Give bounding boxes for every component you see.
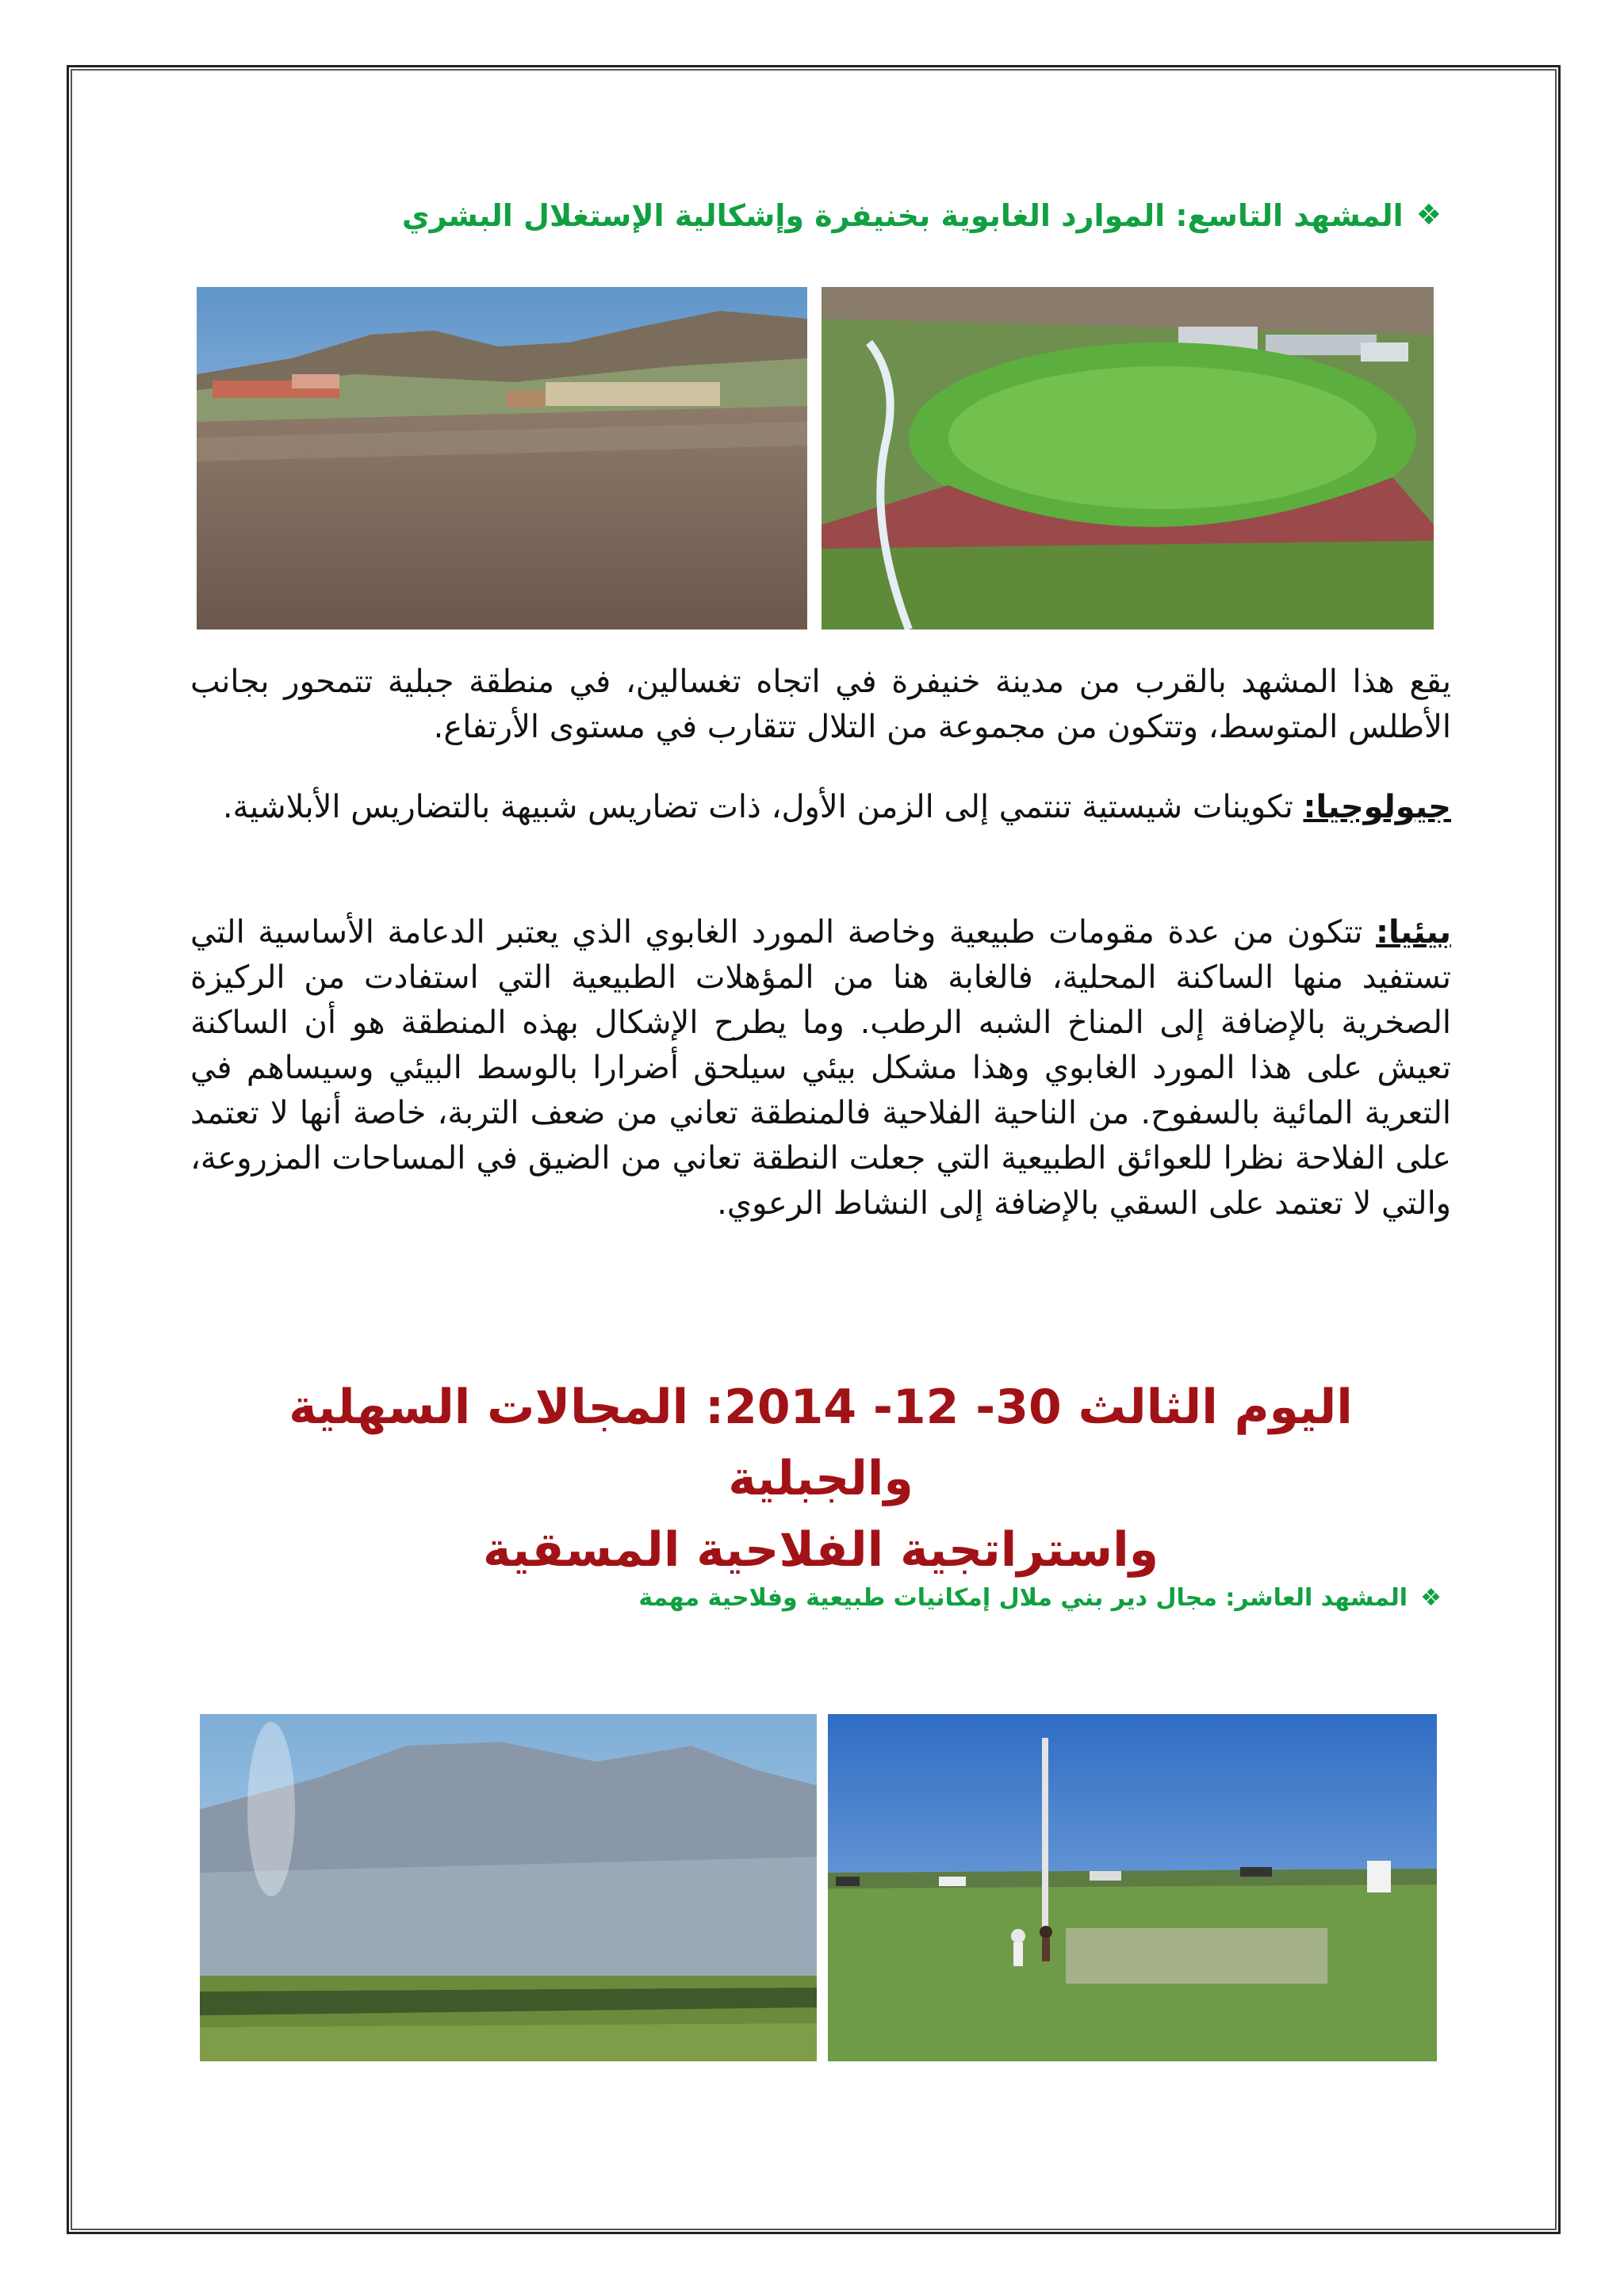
photo-green-valley-graphic	[822, 287, 1434, 629]
day3-title-line1: اليوم الثالث 30- 12- 2014: المجالات السهلية والجبلية	[289, 1380, 1353, 1506]
geology-label: جيولوجيا:	[1303, 789, 1451, 825]
photo-town-hills	[197, 287, 807, 629]
scene9-heading-text: المشهد التاسع: الموارد الغابوية بخنيفرة وإشكالية الإستغلال البشري	[401, 198, 1404, 233]
geology-text: تكوينات شيستية تنتمي إلى الزمن الأول، ذات تضاريس شبيهة بالتضاريس الأبلاشية.	[222, 789, 1304, 825]
photo-mountain-field	[200, 1714, 817, 2061]
photo-town-hills-graphic	[197, 287, 807, 629]
photo-green-valley	[822, 287, 1434, 629]
scene9-paragraph-ecology	[190, 910, 1451, 1226]
day3-title-line2: واستراتجية الفلاحية المسقية	[482, 1522, 1159, 1578]
scene9-paragraph-geology	[190, 785, 1451, 830]
ecology-label: بيئيا:	[1375, 914, 1451, 951]
scene9-heading	[402, 198, 1442, 233]
scene10-heading-text: المشهد العاشر: مجال دير بني ملال إمكانيات طبيعية وفلاحية مهمة	[638, 1584, 1408, 1612]
photo-plain-group-graphic	[828, 1714, 1437, 2061]
scene9-paragraph1-text: يقع هذا المشهد بالقرب من مدينة خنيفرة في اتجاه تغسالين، في منطقة جبلية تتمحور بجانب الأطلس المتوسط، وتتكون من مجموعة من التلال تتقارب في مستوى الأرتفاع.	[190, 664, 1451, 745]
ecology-text: تتكون من عدة مقومات طبيعية وخاصة المورد الغابوي الذي يعتبر الدعامة الأساسية التي تستفيد منها الساكنة المحلية، فالغابة هنا من المؤهلات الطبيعية التي استفادت من الركيزة الصخرية بالإضافة إلى المناخ الشبه الرطب. وما يطرح الإشكال بهذه المنطقة هو أن الساكنة تعيش على هذا المورد الغابوي وهذا مشكل بيئي سيلحق أضرارا بالوسط البيئي وسيساهم في التعرية المائية بالسفوح. من الناحية الفلاحية فالمنطقة تعاني من ضعف التربة، خاصة أنها لا تعتمد على الفلاحة نظرا للعوائق الطبيعية التي جعلت النطقة تعاني من الضيق في المساحات المزروعة، والتي لا تعتمد على السقي بالإضافة إلى النشاط الرعوي.	[190, 914, 1451, 1222]
photo-mountain-field-graphic	[200, 1714, 817, 2061]
diamond-bullet-icon: ❖	[1420, 1583, 1442, 1612]
day3-title	[190, 1372, 1451, 1586]
scene10-heading	[638, 1584, 1442, 1612]
photo-plain-group	[828, 1714, 1437, 2061]
diamond-bullet-icon: ❖	[1415, 199, 1442, 232]
scene9-paragraph-location	[190, 660, 1451, 750]
